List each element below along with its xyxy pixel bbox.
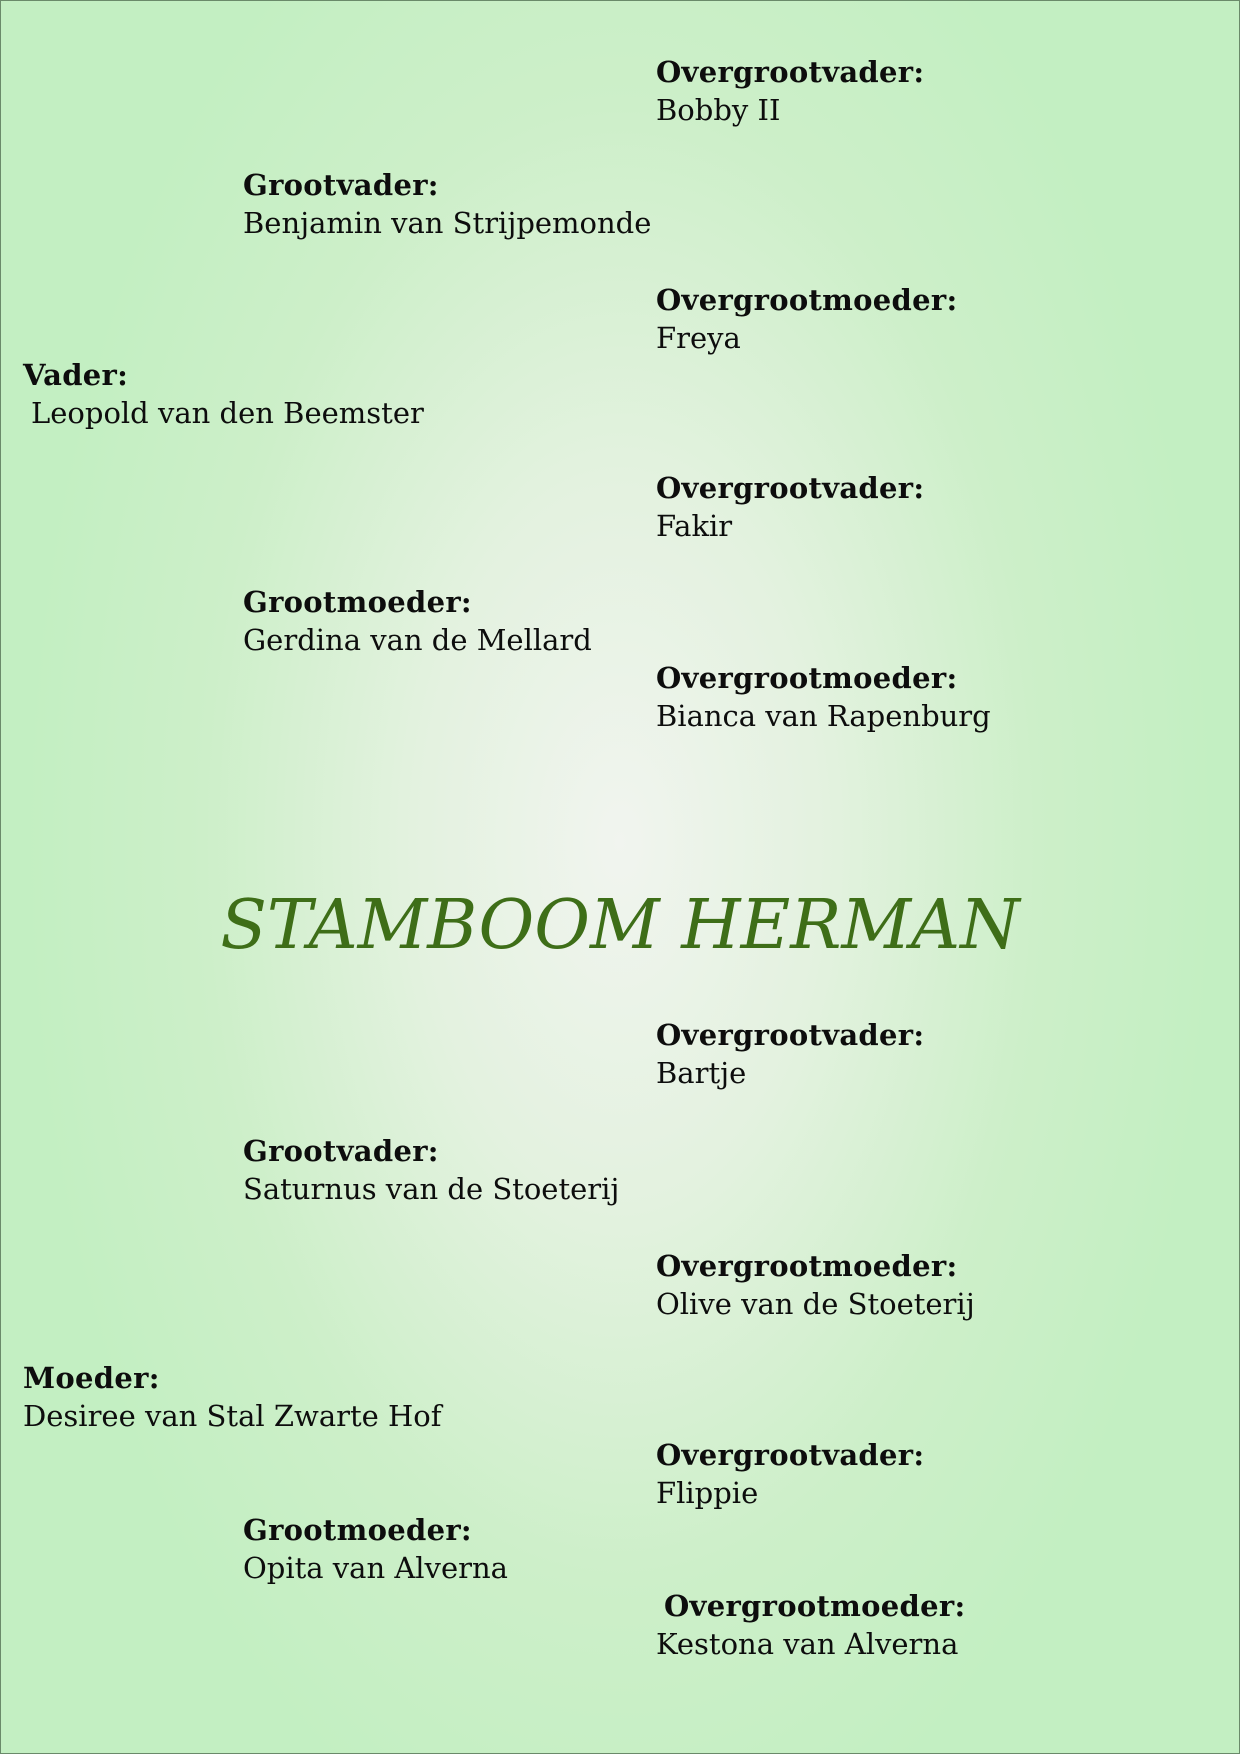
role-label: Grootvader: (243, 1134, 439, 1168)
role-label: Overgrootvader: (656, 1018, 925, 1052)
grandfather-entry-maternal (243, 1132, 619, 1208)
horse-name: Bobby II (656, 93, 781, 127)
horse-name: Gerdina van de Mellard (243, 623, 592, 657)
horse-name: Flippie (656, 1476, 759, 1510)
great-grandfather-entry-2 (656, 469, 924, 545)
grandmother-entry-paternal (243, 583, 592, 659)
role-label: Moeder: (23, 1361, 160, 1395)
horse-name: Bartje (656, 1056, 747, 1090)
role-label: Vader: (23, 358, 129, 392)
grandfather-entry-paternal (243, 166, 651, 242)
role-label: Grootmoeder: (243, 585, 472, 619)
horse-name: Olive van de Stoeterij (656, 1287, 975, 1321)
mother-entry (23, 1359, 442, 1435)
page-title: STAMBOOM HERMAN (220, 886, 1020, 965)
horse-name: Opita van Alverna (243, 1551, 508, 1585)
horse-name: Saturnus van de Stoeterij (243, 1172, 620, 1206)
horse-name: Desiree van Stal Zwarte Hof (23, 1399, 442, 1433)
role-label: Overgrootmoeder: (656, 661, 958, 695)
horse-name: Benjamin van Strijpemonde (243, 206, 652, 240)
great-grandfather-entry-1 (656, 53, 924, 129)
role-label: Overgrootmoeder: (656, 283, 958, 317)
father-entry (23, 356, 424, 432)
role-label: Overgrootvader: (656, 471, 925, 505)
horse-name: Bianca van Rapenburg (656, 699, 991, 733)
role-label: Grootvader: (243, 168, 439, 202)
horse-name: Leopold van den Beemster (31, 396, 424, 430)
horse-name: Freya (656, 321, 741, 355)
grandmother-entry-maternal (243, 1511, 508, 1587)
great-grandfather-entry-4 (656, 1436, 924, 1512)
horse-name: Fakir (656, 509, 733, 543)
role-label: Overgrootvader: (656, 1438, 925, 1472)
great-grandmother-entry-3 (656, 1247, 975, 1323)
role-label: Overgrootmoeder: (664, 1589, 966, 1623)
great-grandfather-entry-3 (656, 1016, 924, 1092)
great-grandmother-entry-1 (656, 281, 957, 357)
great-grandmother-entry-4 (656, 1587, 965, 1663)
role-label: Grootmoeder: (243, 1513, 472, 1547)
great-grandmother-entry-2 (656, 659, 991, 735)
horse-name: Kestona van Alverna (656, 1627, 959, 1661)
role-label: Overgrootmoeder: (656, 1249, 958, 1283)
role-label: Overgrootvader: (656, 55, 925, 89)
